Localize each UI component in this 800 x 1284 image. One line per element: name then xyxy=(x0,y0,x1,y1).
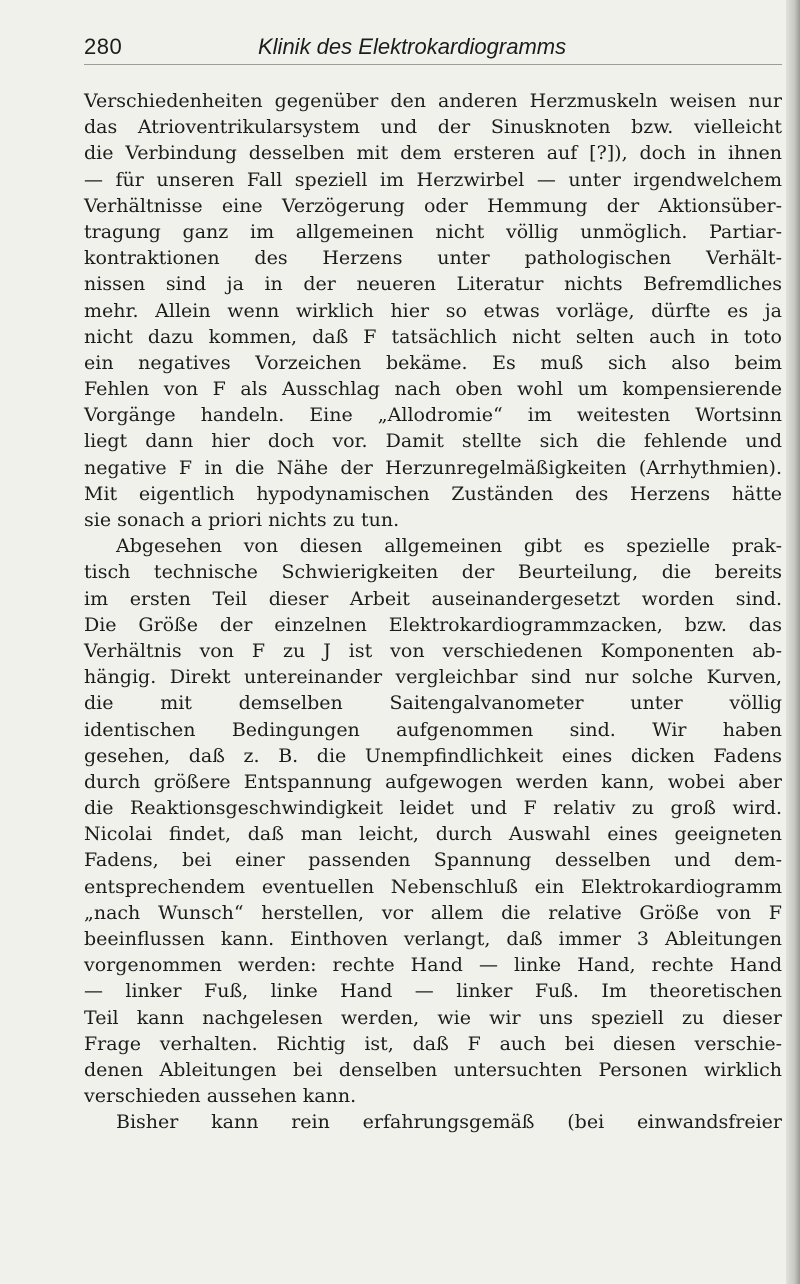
page-edge-shadow xyxy=(786,0,800,1284)
text-line: negative F in die Nähe der Herzunregelmäßigkeiten (Arrhythmien). xyxy=(84,456,782,479)
text-line: Vorgänge handeln. Eine „Allodromie“ im weitesten Wortsinn xyxy=(84,404,782,427)
text-line: durch größere Entspannung aufgewogen werden kann, wobei aber xyxy=(84,770,782,793)
text-line: „nach Wunsch“ herstellen, vor allem die relative Größe von F xyxy=(84,901,782,924)
text-line: tragung ganz im allgemeinen nicht völlig unmöglich. Partiar- xyxy=(84,220,782,243)
text-line: nissen sind ja in der neueren Literatur nichts Befremdliches xyxy=(84,273,782,296)
text-line: Teil kann nachgelesen werden, wie wir uns speziell zu dieser xyxy=(84,1006,782,1029)
text-line: hängig. Direkt untereinander vergleichbar sind nur solche Kurven, xyxy=(84,666,782,689)
text-line: Fehlen von F als Ausschlag nach oben wohl um kompensierende xyxy=(84,378,782,401)
text-line: Verhältnisse eine Verzögerung oder Hemmung der Aktionsüber- xyxy=(84,194,782,217)
text-line: liegt dann hier doch vor. Damit stellte sich die fehlende und xyxy=(84,430,782,453)
text-line: die mit demselben Saitengalvanometer unter völlig xyxy=(84,692,782,715)
page-header xyxy=(84,34,782,65)
text-line: Abgesehen von diesen allgemeinen gibt es spezielle prak- xyxy=(116,535,782,558)
text-line: — linker Fuß, linke Hand — linker Fuß. Im theoretischen xyxy=(84,980,782,1003)
text-line: identischen Bedingungen aufgenommen sind. Wir haben xyxy=(84,718,782,741)
text-line: Nicolai findet, daß man leicht, durch Auswahl eines geeigneten xyxy=(84,823,782,846)
text-line: Bisher kann rein erfahrungsgemäß (bei einwandsfreier xyxy=(116,1111,782,1134)
text-line: mehr. Allein wenn wirklich hier so etwas vorläge, dürfte es ja xyxy=(84,299,782,322)
text-line: denen Ableitungen bei denselben untersuchten Personen wirklich xyxy=(84,1058,782,1081)
page-number: 280 xyxy=(84,34,123,59)
text-line: ein negatives Vorzeichen bekäme. Es muß sich also beim xyxy=(84,351,782,374)
text-line: entsprechendem eventuellen Nebenschluß ein Elektrokardiogramm xyxy=(84,875,782,898)
text-line: vorgenommen werden: rechte Hand — linke Hand, rechte Hand xyxy=(84,954,782,977)
text-line: beeinflussen kann. Einthoven verlangt, daß immer 3 Ableitungen xyxy=(84,928,782,950)
text-line: das Atrioventrikularsystem und der Sinusknoten bzw. vielleicht xyxy=(84,116,782,139)
text-line: verschieden aussehen kann. xyxy=(84,1085,357,1108)
text-line: Frage verhalten. Richtig ist, daß F auch bei diesen verschie- xyxy=(84,1032,782,1055)
running-title: Klinik des Elektrokardiogramms xyxy=(258,34,567,59)
text-line: die Verbindung desselben mit dem ersteren auf [?]), doch in ihnen xyxy=(84,142,782,165)
text-line: gesehen, daß z. B. die Unempfindlichkeit eines dicken Fadens xyxy=(84,744,782,767)
text-line: Verschiedenheiten gegenüber den anderen Herzmuskeln weisen nur xyxy=(84,90,782,112)
text-line: — für unseren Fall speziell im Herzwirbel — unter irgendwelchem xyxy=(84,168,782,191)
text-line: Fadens, bei einer passenden Spannung desselben und dem- xyxy=(84,849,782,872)
text-line: Mit eigentlich hypodynamischen Zuständen des Herzens hätte xyxy=(84,482,782,505)
text-line: Die Größe der einzelnen Elektrokardiogrammzacken, bzw. das xyxy=(84,613,782,636)
text-line: nicht dazu kommen, daß F tatsächlich nicht selten auch in toto xyxy=(84,325,782,348)
text-line: Verhältnis von F zu J ist von verschiedenen Komponenten ab- xyxy=(84,639,782,662)
text-line: die Reaktionsgeschwindigkeit leidet und F relativ zu groß wird. xyxy=(84,797,782,820)
text-line: kontraktionen des Herzens unter pathologischen Verhält- xyxy=(84,247,782,270)
text-line: im ersten Teil dieser Arbeit auseinandergesetzt worden sind. xyxy=(84,587,782,610)
body-text xyxy=(84,88,782,1136)
text-line: sie sonach a priori nichts zu tun. xyxy=(84,509,400,531)
text-line: tisch technische Schwierigkeiten der Beurteilung, die bereits xyxy=(84,561,782,584)
